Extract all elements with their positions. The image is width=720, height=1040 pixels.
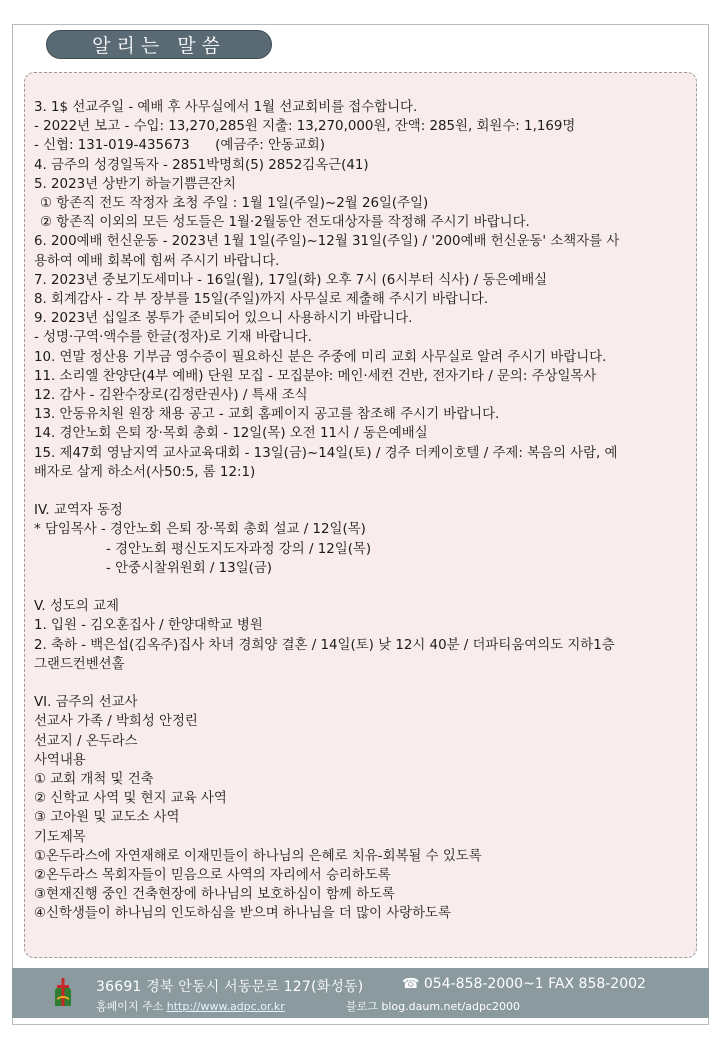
ministers-line: - 안중시찰위원회 / 13일(금) (106, 560, 273, 576)
missionary-line: ④신학생들이 하나님의 인도하심을 받으며 하나님을 더 많이 사랑하도록 (34, 906, 451, 922)
missionary-line: 선교지 / 온두라스 (34, 733, 138, 749)
missionary-line: 선교사 가족 / 박희성 안정린 (34, 714, 198, 730)
section-heading-fellowship: V. 성도의 교제 (34, 599, 119, 615)
footer-blog: 블로그 blog.daum.net/adpc2000 (346, 1000, 521, 1013)
footer-phone: ☎ 054-858-2000~1 FAX 858-2002 (402, 976, 646, 992)
notice-line: 14. 경안노회 은퇴 장·목회 총회 - 12일(목) 오전 11시 / 동은예배실 (34, 426, 428, 442)
missionary-line: 사역내용 (34, 752, 86, 768)
fellowship-line: 그랜드컨벤션홀 (34, 656, 125, 672)
church-cross-logo-icon (52, 976, 74, 1008)
fellowship-line: 1. 입원 - 김오훈집사 / 한양대학교 병원 (34, 618, 263, 634)
notice-line: 10. 연말 정산용 기부금 영수증이 필요하신 분은 주중에 미리 교회 사무실로 알려 주시기 바랍니다. (34, 349, 607, 365)
notice-line: 4. 금주의 성경일독자 - 2851박명희(5) 2852김옥근(41) (34, 157, 369, 173)
notice-line: 7. 2023년 중보기도세미나 - 16일(월), 17일(화) 오후 7시 (6시부터 식사) / 동은예배실 (34, 272, 548, 288)
fellowship-line: 2. 축하 - 백은섭(김옥주)집사 차녀 경희양 결혼 / 14일(토) 낮 12시 40분 / 더파티움여의도 지하1층 (34, 637, 615, 653)
notice-line: 5. 2023년 상반기 하늘기쁨큰잔치 (34, 176, 236, 192)
homepage-link[interactable]: http://www.adpc.or.kr (166, 1000, 285, 1013)
notice-line: ① 항존직 전도 작정자 초청 주일 : 1월 1일(주일)~2월 26일(주일) (40, 196, 429, 212)
missionary-line: ② 신학교 사역 및 현지 교육 사역 (34, 791, 227, 807)
ministers-line: * 담임목사 - 경안노회 은퇴 장·목회 총회 설교 / 12일(목) (34, 522, 366, 538)
missionary-line: ③ 고아원 및 교도소 사역 (34, 810, 180, 826)
notice-line: 6. 200예배 헌신운동 - 2023년 1월 1일(주일)~12월 31일(주일) / '200예배 헌신운동' 소책자를 사 (34, 234, 620, 250)
notice-line: 3. 1$ 선교주일 - 예배 후 사무실에서 1월 선교회비를 접수합니다. (34, 100, 418, 115)
notice-line: - 2022년 보고 - 수입: 13,270,285원 지출: 13,270,000원, 잔액: 285원, 회원수: 1,169명 (34, 119, 576, 135)
notice-line: 12. 감사 - 김완수장로(김정란권사) / 특새 조식 (34, 388, 308, 404)
notice-line: 11. 소리엘 찬양단(4부 예배) 단원 모집 - 모집분야: 메인·세컨 건반, 전자기타 / 문의: 주상일목사 (34, 368, 597, 384)
missionary-line: ① 교회 개척 및 건축 (34, 772, 154, 788)
footer-address: 36691 경북 안동시 서동문로 127(화성동) (96, 979, 364, 995)
notice-line: 용하여 예배 회복에 힘써 주시기 바랍니다. (34, 253, 280, 269)
notice-content (34, 98, 684, 924)
notice-line: 13. 안동유치원 원장 채용 공고 - 교회 홈페이지 공고를 참조해 주시기 바랍니다. (34, 407, 500, 423)
section-heading-ministers: IV. 교역자 동정 (34, 503, 123, 519)
ministers-line: - 경안노회 평신도지도자과정 강의 / 12일(목) (106, 541, 372, 557)
notice-line: 15. 제47회 영남지역 교사교육대회 - 13일(금)~14일(토) / 경주 더케이호텔 / 주제: 복음의 사람, 예 (34, 445, 618, 461)
notice-line: 8. 회계감사 - 각 부 장부를 15일(주일)까지 사무실로 제출해 주시기 바랍니다. (34, 292, 489, 308)
section-heading-missionary: VI. 금주의 선교사 (34, 695, 138, 711)
notice-line: ② 항존직 이외의 모든 성도들은 1월·2월동안 전도대상자를 작정해 주시기 바랍니다. (40, 215, 530, 231)
missionary-line: ③현재진행 중인 건축현장에 하나님의 보호하심이 함께 하도록 (34, 887, 395, 903)
notice-line: - 성명·구역·액수를 한글(정자)로 기재 바랍니다. (34, 330, 312, 346)
page-title: 알리는 말씀 (46, 30, 272, 59)
missionary-line: ②온두라스 목회자들이 믿음으로 사역의 자리에서 승리하도록 (34, 868, 391, 884)
notice-line: - 신협: 131-019-435673 (예금주: 안동교회) (34, 138, 325, 154)
notice-line: 9. 2023년 십일조 봉투가 준비되어 있으니 사용하시기 바랍니다. (34, 311, 413, 327)
homepage-label: 홈페이지 주소 (96, 1000, 164, 1013)
missionary-line: ①온두라스에 자연재해로 이재민들이 하나님의 은혜로 치유-회복될 수 있도록 (34, 848, 482, 864)
notice-line: 배자로 살게 하소서(사50:5, 롬 12:1) (34, 464, 256, 480)
missionary-line: 기도제목 (34, 829, 86, 845)
footer (12, 968, 709, 1018)
footer-homepage (96, 998, 285, 1014)
